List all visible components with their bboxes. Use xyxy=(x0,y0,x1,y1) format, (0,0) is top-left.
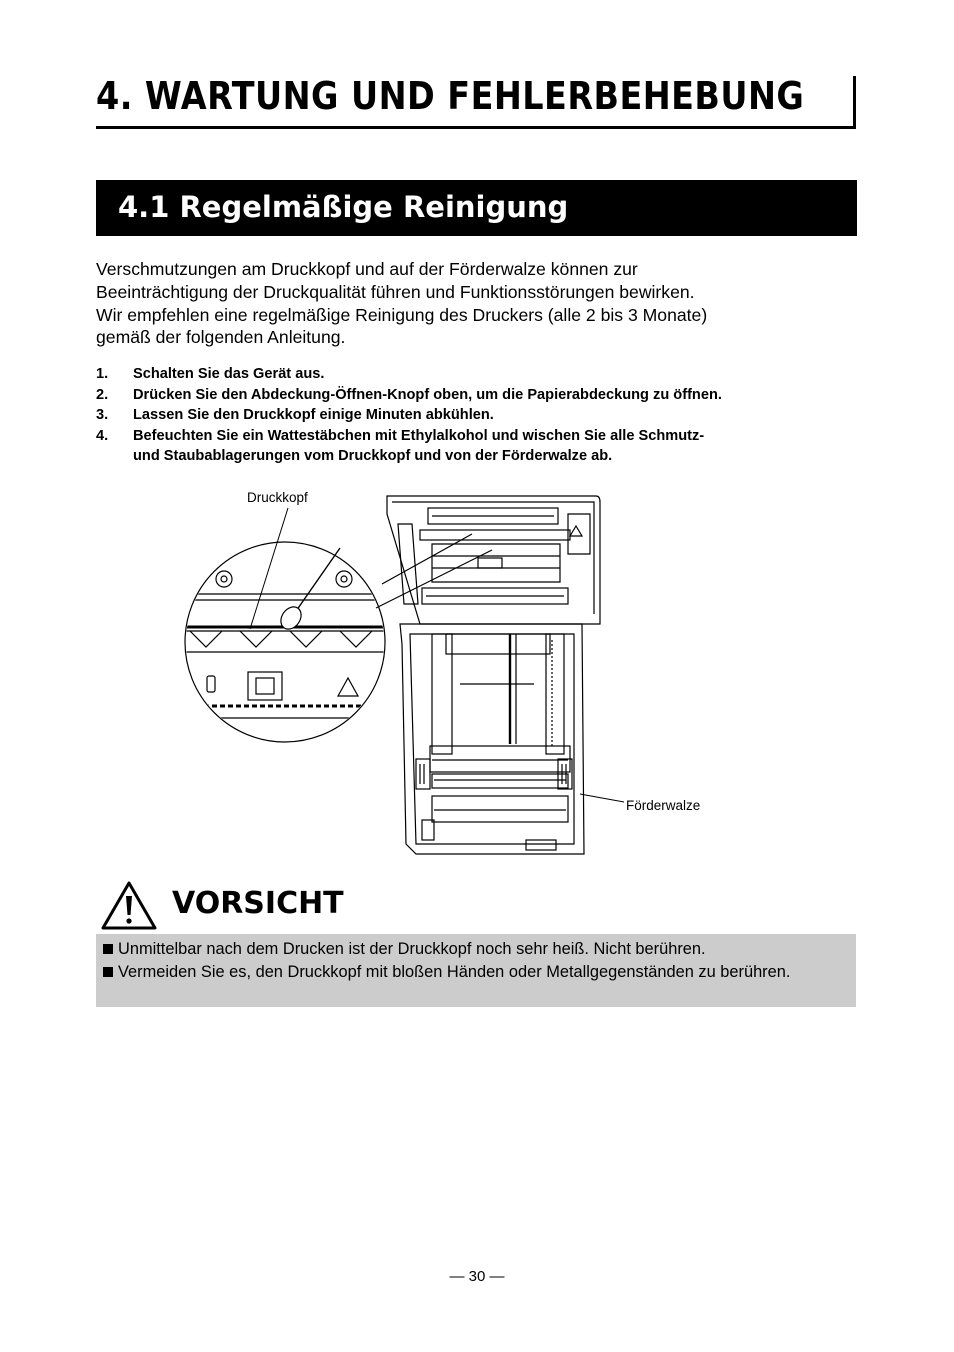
caution-item-text: Unmittelbar nach dem Drucken ist der Druckkopf noch sehr heiß. Nicht berühren. xyxy=(118,940,706,958)
section-title: 4.1 Regelmäßige Reinigung xyxy=(118,190,569,224)
caution-title: VORSICHT xyxy=(172,886,344,921)
step-item xyxy=(96,385,866,406)
page-number: — 30 — xyxy=(449,1268,505,1285)
step-number: 1. xyxy=(96,366,109,382)
square-bullet-icon xyxy=(103,967,113,977)
step-item xyxy=(96,405,866,426)
square-bullet-icon xyxy=(103,944,113,954)
intro-line: gemäß der folgenden Anleitung. xyxy=(96,327,346,348)
chapter-title-text: 4. WARTUNG UND FEHLERBEHEBUNG xyxy=(96,74,805,118)
chapter-title-rule xyxy=(853,76,856,128)
step-text: Schalten Sie das Gerät aus. xyxy=(133,366,325,382)
caution-item xyxy=(96,938,856,961)
section-header xyxy=(96,180,857,236)
step-number: 3. xyxy=(96,407,109,424)
step-text: Drücken Sie den Abdeckung-Öffnen-Knopf oben, um die Papierabdeckung zu öffnen. xyxy=(133,386,722,403)
caution-item-text: Vermeiden Sie es, den Druckkopf mit bloßen Händen oder Metallgegenständen zu berühren. xyxy=(118,962,791,981)
step-text: und Staubablagerungen vom Druckkopf und von der Förderwalze ab. xyxy=(133,448,613,465)
printer-cleaning-illustration xyxy=(170,484,750,864)
intro-line: Wir empfehlen eine regelmäßige Reinigung des Druckers (alle 2 bis 3 Monate) xyxy=(96,304,708,325)
step-text: Lassen Sie den Druckkopf einige Minuten abkühlen. xyxy=(133,407,494,424)
intro-paragraph xyxy=(96,258,866,349)
caution-box xyxy=(96,934,856,1007)
chapter-title xyxy=(96,72,856,129)
step-number: 4. xyxy=(96,427,109,444)
steps-list xyxy=(96,364,866,467)
intro-line: Verschmutzungen am Druckkopf und auf der Förderwalze können zur xyxy=(96,259,638,279)
intro-line: Beeinträchtigung der Druckqualität führen und Funktionsstörungen bewirken. xyxy=(96,281,695,302)
caution-item xyxy=(96,961,856,984)
label-printhead: Druckkopf xyxy=(247,490,308,505)
step-item xyxy=(96,426,866,467)
step-number: 2. xyxy=(96,386,109,403)
label-roller: Förderwalze xyxy=(626,798,701,813)
warning-triangle-icon xyxy=(100,880,158,932)
caution-list xyxy=(96,934,856,983)
step-item xyxy=(96,364,866,385)
step-text: Befeuchten Sie ein Wattestäbchen mit Ethylalkohol und wischen Sie alle Schmutz- xyxy=(133,427,705,444)
